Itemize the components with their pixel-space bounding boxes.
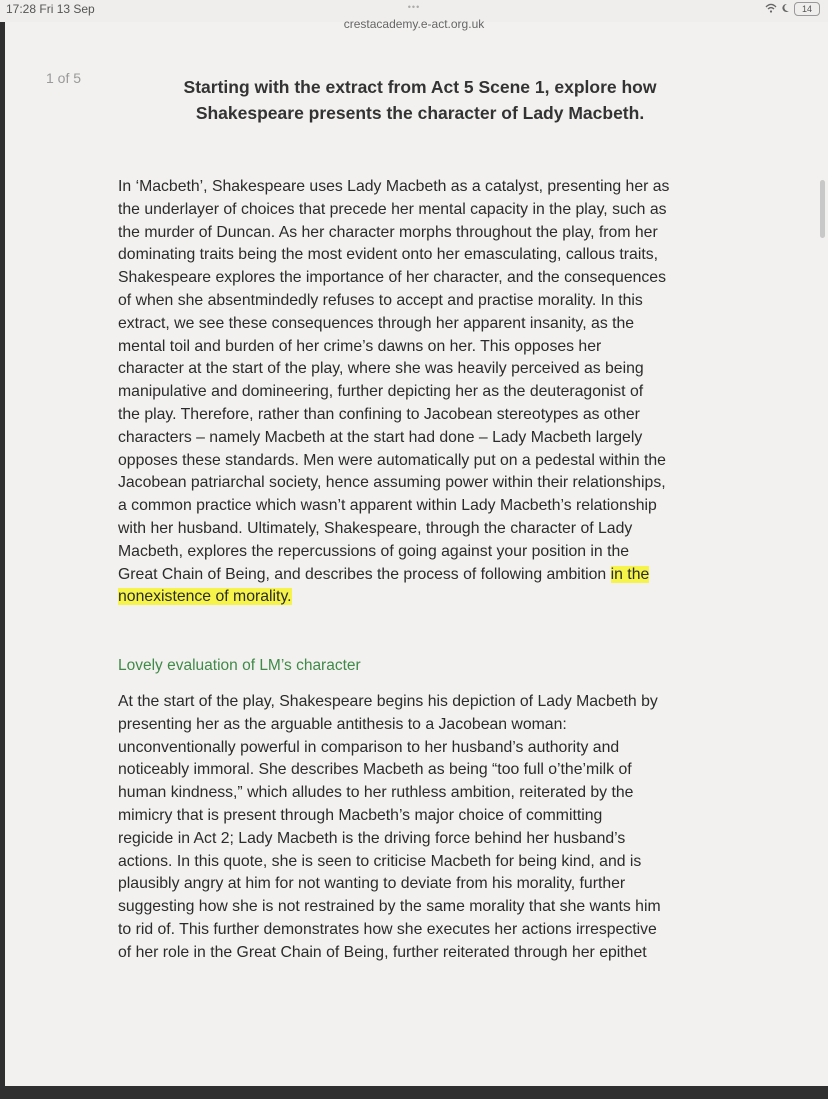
status-icons <box>765 2 820 16</box>
text-line: mental toil and burden of her crime’s dawns on her. This opposes her <box>118 337 602 355</box>
text-line: plausibly angry at him for not wanting to deviate from his morality, further <box>118 875 626 893</box>
text-line: manipulative and domineering, further depicting her as the deuteragonist of <box>118 383 644 401</box>
device-bottom-edge <box>0 1086 828 1099</box>
scrollbar[interactable] <box>820 180 825 238</box>
device-left-edge <box>0 0 5 1099</box>
text-line: Jacobean patriarchal society, hence assuming power within their relationships, <box>118 474 666 492</box>
text-line: dominating traits being the most evident onto her emasculating, callous traits, <box>118 246 659 264</box>
text-line: the murder of Duncan. As her character morphs throughout the play, from her <box>118 223 658 241</box>
text-line: to rid of. This further demonstrates how she executes her actions irrespective <box>118 920 657 938</box>
text-line: Shakespeare explores the importance of her character, and the consequences <box>118 269 666 287</box>
text-line: In ‘Macbeth’, Shakespeare uses Lady Macbeth as a catalyst, presenting her as <box>118 178 670 195</box>
text-line: Macbeth, explores the repercussions of going against your position in the <box>118 542 630 560</box>
text-line: regicide in Act 2; Lady Macbeth is the driving force behind her husband’s <box>118 829 626 847</box>
tab-dots[interactable]: ••• <box>407 2 421 12</box>
clock-time: 17:28 <box>6 2 37 16</box>
title-line: Starting with the extract from Act 5 Scene 1, explore how <box>183 77 657 97</box>
essay-paragraph-2 <box>118 691 728 965</box>
title-line: Shakespeare presents the character of Lady Macbeth. <box>195 103 645 123</box>
text-line: At the start of the play, Shakespeare begins his depiction of Lady Macbeth by <box>118 693 658 710</box>
text-segment: Great Chain of Being, and describes the process of following ambition <box>118 565 607 583</box>
text-line: presenting her as the arguable antithesis to a Jacobean woman: <box>118 715 567 733</box>
text-line: extract, we see these consequences through her apparent insanity, as the <box>118 314 635 332</box>
text-line: the play. Therefore, rather than confining to Jacobean stereotypes as other <box>118 405 640 423</box>
text-line: character at the start of the play, where she was heavily perceived as being <box>118 360 644 378</box>
moon-icon <box>781 3 790 16</box>
text-line: opposes these standards. Men were automatically put on a pedestal within the <box>118 451 666 469</box>
essay-paragraph-1 <box>118 176 728 609</box>
text-line: of her role in the Great Chain of Being, further reiterated through her epithet <box>118 943 647 961</box>
status-bar <box>0 0 828 31</box>
text-line: of when she absentmindedly refuses to accept and practise morality. In this <box>118 291 643 309</box>
text-line: unconventionally powerful in comparison to her husband’s authority and <box>118 738 620 756</box>
text-line: human kindness,” which alludes to her ruthless ambition, reiterated by the <box>118 784 634 802</box>
url-bar[interactable]: crestacademy.e-act.org.uk <box>343 17 485 31</box>
text-line-with-highlight <box>118 564 728 587</box>
text-line <box>118 586 728 609</box>
text-line: mimicry that is present through Macbeth’s major choice of committing <box>118 806 603 824</box>
wifi-icon <box>765 3 777 16</box>
battery-level: 14 <box>801 4 812 14</box>
highlight-mark[interactable]: in the <box>610 565 650 583</box>
text-line: the underlayer of choices that precede her mental capacity in the play, such as <box>118 200 667 218</box>
highlight-mark[interactable]: nonexistence of morality. <box>118 588 292 606</box>
page-counter: 1 of 5 <box>46 70 82 86</box>
page-title <box>120 74 720 126</box>
text-line: noticeably immoral. She describes Macbeth as being “too full o’the’milk of <box>118 761 632 779</box>
teacher-comment: Lovely evaluation of LM’s character <box>118 657 361 674</box>
text-line: a common practice which wasn’t apparent within Lady Macbeth’s relationship <box>118 497 657 515</box>
text-line: with her husband. Ultimately, Shakespeare, through the character of Lady <box>118 519 633 537</box>
text-line: suggesting how she is not restrained by the same morality that she wants him <box>118 898 661 916</box>
text-line: actions. In this quote, she is seen to criticise Macbeth for being kind, and is <box>118 852 642 870</box>
battery-icon <box>794 2 820 16</box>
clock-date: Fri 13 Sep <box>39 2 95 16</box>
text-line: characters – namely Macbeth at the start had done – Lady Macbeth largely <box>118 428 643 446</box>
